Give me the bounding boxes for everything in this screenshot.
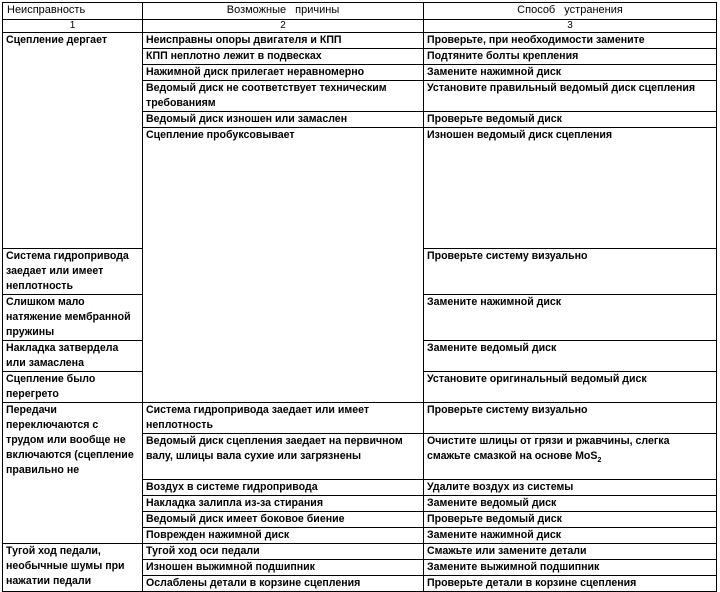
cause-cell: Сцепление было перегрето <box>3 372 143 403</box>
cause-cell: Нажимной диск прилегает неравномерно <box>143 65 424 81</box>
remedy-cell: Установите правильный ведомый диск сцепления <box>424 81 717 112</box>
cause-cell: Неисправны опоры двигателя и КПП <box>143 33 424 49</box>
remedy-cell: Замените ведомый диск <box>424 496 717 512</box>
remedy-cell: Установите оригинальный ведомый диск <box>424 372 717 403</box>
fault-cell: Передачи переключаются с трудом или вообще не включаются (сцепление правильно не <box>3 403 143 544</box>
header-row <box>3 3 717 20</box>
column-number: 2 <box>143 20 424 33</box>
column-number-row <box>3 20 717 33</box>
cause-cell: Тугой ход оси педали <box>143 544 424 560</box>
remedy-cell: Проверьте ведомый диск <box>424 112 717 128</box>
column-number: 1 <box>3 20 143 33</box>
cause-cell: Ведомый диск не соответствует техническим требованиям <box>143 81 424 112</box>
remedy-cell: Удалите воздух из системы <box>424 480 717 496</box>
cause-cell: Ведомый диск изношен или замаслен <box>143 112 424 128</box>
remedy-cell: Подтяните болты крепления <box>424 49 717 65</box>
cause-cell: КПП неплотно лежит в подвесках <box>143 49 424 65</box>
cause-cell: Накладка затвердела или замаслена <box>3 341 143 372</box>
remedy-cell: Замените ведомый диск <box>424 341 717 372</box>
remedy-cell: Проверьте систему визуально <box>424 403 717 434</box>
remedy-text: Очистите шлицы от грязи и ржавчины, слегка смажьте смазкой на основе MoS <box>427 435 670 462</box>
header-causes: Возможные причины <box>143 3 424 20</box>
cause-cell: Ведомый диск имеет боковое биение <box>143 512 424 528</box>
header-remedy: Способ устранения <box>424 3 717 20</box>
remedy-cell: Проверьте, при необходимости замените <box>424 33 717 49</box>
remedy-cell: Замените выжимной подшипник <box>424 560 717 576</box>
remedy-cell: Замените нажимной диск <box>424 65 717 81</box>
cause-cell: Слишком мало натяжение мембранной пружины <box>3 295 143 341</box>
header-fault: Неисправность <box>3 3 143 20</box>
fault-cell: Тугой ход педали, необычные шумы при нажатии педали <box>3 544 143 592</box>
remedy-cell: Проверьте ведомый диск <box>424 512 717 528</box>
remedy-cell: Проверьте детали в корзине сцепления <box>424 576 717 592</box>
cause-cell: Поврежден нажимной диск <box>143 528 424 544</box>
fault-table <box>2 2 717 592</box>
cause-cell: Изношен выжимной подшипник <box>143 560 424 576</box>
cause-cell: Система гидропривода заедает или имеет неплотность <box>3 249 143 295</box>
fault-cell: Сцепление пробуксовывает <box>143 128 424 403</box>
remedy-cell: Замените нажимной диск <box>424 295 717 341</box>
remedy-cell: Проверьте систему визуально <box>424 249 717 295</box>
table-row <box>3 544 717 560</box>
remedy-cell: Смажьте или замените детали <box>424 544 717 560</box>
table-row <box>3 403 717 434</box>
remedy-cell <box>424 434 717 480</box>
column-number: 3 <box>424 20 717 33</box>
cause-cell: Изношен ведомый диск сцепления <box>424 128 717 249</box>
cause-cell: Ослаблены детали в корзине сцепления <box>143 576 424 592</box>
table-row <box>3 33 717 49</box>
cause-cell: Воздух в системе гидропривода <box>143 480 424 496</box>
cause-cell: Ведомый диск сцепления заедает на первичном валу, шлицы вала сухие или загрязнены <box>143 434 424 480</box>
subscript: 2 <box>597 457 602 465</box>
remedy-cell: Замените нажимной диск <box>424 528 717 544</box>
fault-cell: Сцепление дергает <box>3 33 143 249</box>
cause-cell: Накладка залипла из-за стирания <box>143 496 424 512</box>
cause-cell: Система гидропривода заедает или имеет неплотность <box>143 403 424 434</box>
